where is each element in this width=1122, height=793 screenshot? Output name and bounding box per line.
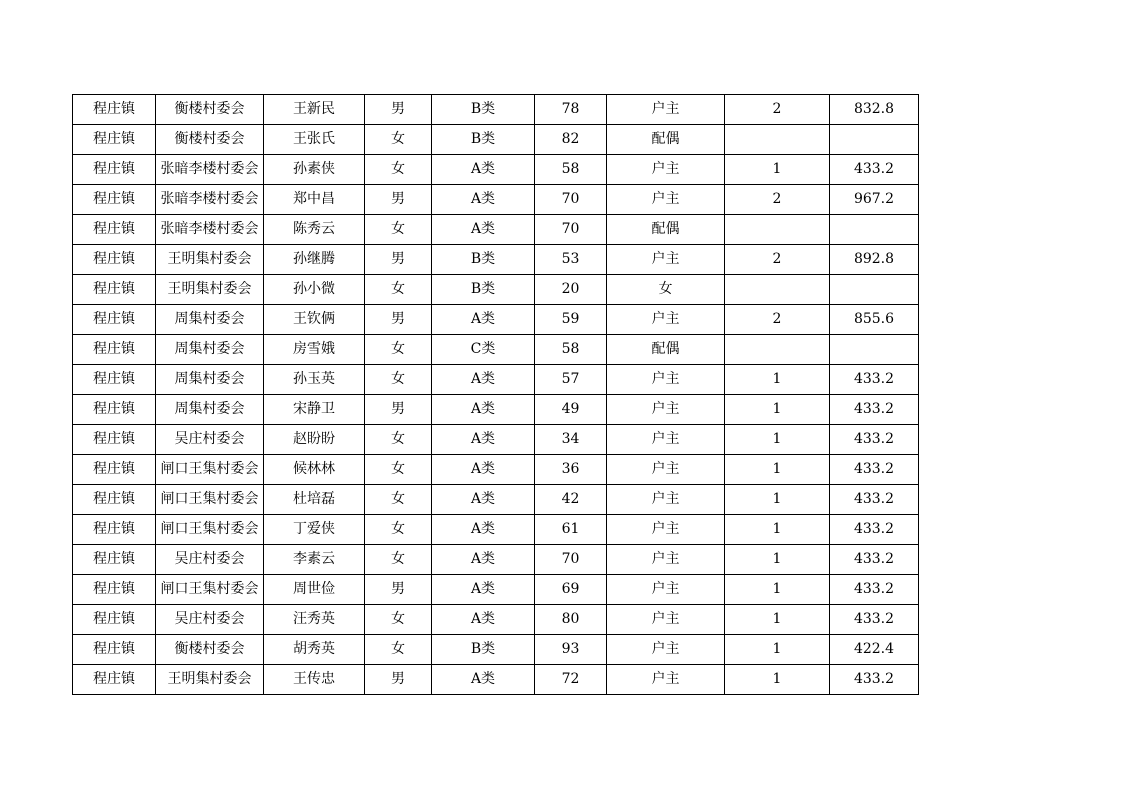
cell-name: 孙玉英	[264, 365, 365, 395]
cell-age: 53	[535, 245, 607, 275]
cell-town: 程庄镇	[73, 635, 156, 665]
cell-town: 程庄镇	[73, 335, 156, 365]
cell-category: C类	[432, 335, 535, 365]
cell-amount: 967.2	[830, 185, 919, 215]
cell-age: 82	[535, 125, 607, 155]
cell-name: 陈秀云	[264, 215, 365, 245]
table-row	[73, 395, 919, 425]
cell-household-size: 1	[725, 455, 830, 485]
table-row	[73, 245, 919, 275]
cell-village: 吴庄村委会	[156, 425, 264, 455]
cell-age: 72	[535, 665, 607, 695]
table-row	[73, 545, 919, 575]
cell-amount: 433.2	[830, 545, 919, 575]
cell-village: 闸口王集村委会	[156, 485, 264, 515]
cell-village: 王明集村委会	[156, 665, 264, 695]
cell-relation: 户主	[607, 185, 725, 215]
cell-village: 张暗李楼村委会	[156, 185, 264, 215]
table-row	[73, 635, 919, 665]
table-row	[73, 665, 919, 695]
cell-gender: 女	[365, 215, 432, 245]
cell-amount	[830, 275, 919, 305]
table-row	[73, 425, 919, 455]
cell-village: 衡楼村委会	[156, 635, 264, 665]
cell-gender: 女	[365, 335, 432, 365]
cell-category: B类	[432, 635, 535, 665]
table-row	[73, 275, 919, 305]
cell-relation: 户主	[607, 545, 725, 575]
cell-household-size: 1	[725, 605, 830, 635]
cell-village: 张暗李楼村委会	[156, 155, 264, 185]
cell-gender: 女	[365, 605, 432, 635]
cell-category: A类	[432, 545, 535, 575]
cell-town: 程庄镇	[73, 545, 156, 575]
cell-category: A类	[432, 215, 535, 245]
cell-household-size: 1	[725, 575, 830, 605]
table-row	[73, 95, 919, 125]
table-row	[73, 155, 919, 185]
cell-village: 吴庄村委会	[156, 605, 264, 635]
cell-town: 程庄镇	[73, 515, 156, 545]
table-row	[73, 215, 919, 245]
cell-town: 程庄镇	[73, 455, 156, 485]
cell-category: A类	[432, 605, 535, 635]
cell-village: 闸口王集村委会	[156, 575, 264, 605]
cell-name: 胡秀英	[264, 635, 365, 665]
cell-gender: 女	[365, 125, 432, 155]
cell-town: 程庄镇	[73, 605, 156, 635]
cell-town: 程庄镇	[73, 275, 156, 305]
cell-name: 王传忠	[264, 665, 365, 695]
cell-gender: 女	[365, 365, 432, 395]
cell-age: 42	[535, 485, 607, 515]
cell-amount: 892.8	[830, 245, 919, 275]
cell-age: 70	[535, 215, 607, 245]
cell-amount: 832.8	[830, 95, 919, 125]
cell-amount: 433.2	[830, 395, 919, 425]
cell-name: 孙继腾	[264, 245, 365, 275]
cell-household-size	[725, 275, 830, 305]
cell-name: 丁爱侠	[264, 515, 365, 545]
cell-age: 93	[535, 635, 607, 665]
cell-category: A类	[432, 515, 535, 545]
table-row	[73, 185, 919, 215]
cell-amount: 855.6	[830, 305, 919, 335]
cell-name: 汪秀英	[264, 605, 365, 635]
cell-village: 周集村委会	[156, 395, 264, 425]
cell-household-size: 1	[725, 365, 830, 395]
cell-household-size: 1	[725, 485, 830, 515]
cell-category: A类	[432, 455, 535, 485]
cell-relation: 户主	[607, 485, 725, 515]
cell-household-size: 1	[725, 515, 830, 545]
cell-amount: 433.2	[830, 605, 919, 635]
cell-amount	[830, 125, 919, 155]
cell-relation: 户主	[607, 605, 725, 635]
table-row	[73, 125, 919, 155]
cell-town: 程庄镇	[73, 425, 156, 455]
cell-town: 程庄镇	[73, 125, 156, 155]
cell-gender: 女	[365, 275, 432, 305]
cell-village: 张暗李楼村委会	[156, 215, 264, 245]
cell-category: A类	[432, 575, 535, 605]
cell-town: 程庄镇	[73, 215, 156, 245]
cell-age: 57	[535, 365, 607, 395]
cell-relation: 户主	[607, 425, 725, 455]
cell-household-size	[725, 335, 830, 365]
cell-household-size: 2	[725, 95, 830, 125]
cell-amount: 433.2	[830, 515, 919, 545]
cell-gender: 男	[365, 395, 432, 425]
cell-gender: 男	[365, 245, 432, 275]
cell-name: 王钦俩	[264, 305, 365, 335]
cell-town: 程庄镇	[73, 575, 156, 605]
cell-gender: 女	[365, 515, 432, 545]
cell-household-size: 2	[725, 185, 830, 215]
cell-category: B类	[432, 275, 535, 305]
cell-amount: 433.2	[830, 665, 919, 695]
cell-amount: 433.2	[830, 455, 919, 485]
cell-amount: 422.4	[830, 635, 919, 665]
cell-name: 李素云	[264, 545, 365, 575]
cell-relation: 户主	[607, 305, 725, 335]
cell-household-size	[725, 215, 830, 245]
cell-name: 房雪娥	[264, 335, 365, 365]
cell-relation: 户主	[607, 515, 725, 545]
table-row	[73, 335, 919, 365]
cell-category: A类	[432, 485, 535, 515]
cell-village: 周集村委会	[156, 365, 264, 395]
cell-age: 69	[535, 575, 607, 605]
cell-amount: 433.2	[830, 485, 919, 515]
cell-town: 程庄镇	[73, 305, 156, 335]
cell-town: 程庄镇	[73, 95, 156, 125]
table-row	[73, 305, 919, 335]
cell-relation: 户主	[607, 665, 725, 695]
cell-household-size	[725, 125, 830, 155]
cell-amount: 433.2	[830, 155, 919, 185]
cell-gender: 女	[365, 425, 432, 455]
cell-age: 20	[535, 275, 607, 305]
cell-household-size: 1	[725, 545, 830, 575]
cell-age: 61	[535, 515, 607, 545]
cell-village: 闸口王集村委会	[156, 455, 264, 485]
cell-amount	[830, 335, 919, 365]
table-row	[73, 605, 919, 635]
cell-name: 赵盼盼	[264, 425, 365, 455]
cell-category: A类	[432, 425, 535, 455]
cell-relation: 户主	[607, 155, 725, 185]
cell-age: 59	[535, 305, 607, 335]
cell-relation: 配偶	[607, 215, 725, 245]
cell-relation: 配偶	[607, 125, 725, 155]
cell-gender: 男	[365, 665, 432, 695]
cell-village: 衡楼村委会	[156, 125, 264, 155]
cell-town: 程庄镇	[73, 485, 156, 515]
cell-name: 杜培磊	[264, 485, 365, 515]
cell-relation: 户主	[607, 635, 725, 665]
cell-town: 程庄镇	[73, 395, 156, 425]
cell-gender: 男	[365, 305, 432, 335]
table-row	[73, 575, 919, 605]
cell-town: 程庄镇	[73, 155, 156, 185]
cell-village: 王明集村委会	[156, 275, 264, 305]
cell-age: 70	[535, 185, 607, 215]
cell-town: 程庄镇	[73, 665, 156, 695]
cell-relation: 户主	[607, 95, 725, 125]
cell-name: 王新民	[264, 95, 365, 125]
cell-amount: 433.2	[830, 365, 919, 395]
cell-village: 周集村委会	[156, 305, 264, 335]
cell-relation: 户主	[607, 395, 725, 425]
cell-age: 36	[535, 455, 607, 485]
cell-category: A类	[432, 395, 535, 425]
cell-household-size: 2	[725, 305, 830, 335]
cell-relation: 女	[607, 275, 725, 305]
cell-gender: 女	[365, 485, 432, 515]
cell-gender: 女	[365, 455, 432, 485]
table-row	[73, 485, 919, 515]
cell-category: A类	[432, 185, 535, 215]
cell-household-size: 1	[725, 665, 830, 695]
table-row	[73, 515, 919, 545]
cell-category: A类	[432, 665, 535, 695]
cell-category: B类	[432, 95, 535, 125]
cell-name: 郑中昌	[264, 185, 365, 215]
cell-town: 程庄镇	[73, 365, 156, 395]
cell-village: 王明集村委会	[156, 245, 264, 275]
data-table	[72, 94, 919, 695]
cell-gender: 女	[365, 635, 432, 665]
cell-category: B类	[432, 125, 535, 155]
cell-household-size: 1	[725, 425, 830, 455]
cell-category: B类	[432, 245, 535, 275]
cell-name: 孙小微	[264, 275, 365, 305]
cell-name: 王张氏	[264, 125, 365, 155]
cell-category: A类	[432, 155, 535, 185]
cell-relation: 户主	[607, 245, 725, 275]
cell-age: 78	[535, 95, 607, 125]
cell-gender: 男	[365, 575, 432, 605]
cell-age: 58	[535, 155, 607, 185]
cell-amount: 433.2	[830, 425, 919, 455]
cell-gender: 女	[365, 545, 432, 575]
cell-name: 孙素侠	[264, 155, 365, 185]
cell-age: 80	[535, 605, 607, 635]
cell-relation: 户主	[607, 365, 725, 395]
cell-town: 程庄镇	[73, 185, 156, 215]
cell-gender: 男	[365, 185, 432, 215]
cell-age: 49	[535, 395, 607, 425]
cell-amount	[830, 215, 919, 245]
cell-town: 程庄镇	[73, 245, 156, 275]
cell-village: 闸口王集村委会	[156, 515, 264, 545]
cell-name: 宋静卫	[264, 395, 365, 425]
cell-village: 衡楼村委会	[156, 95, 264, 125]
cell-village: 周集村委会	[156, 335, 264, 365]
cell-village: 吴庄村委会	[156, 545, 264, 575]
cell-relation: 配偶	[607, 335, 725, 365]
cell-gender: 男	[365, 95, 432, 125]
cell-category: A类	[432, 365, 535, 395]
cell-age: 34	[535, 425, 607, 455]
cell-household-size: 2	[725, 245, 830, 275]
cell-gender: 女	[365, 155, 432, 185]
cell-amount: 433.2	[830, 575, 919, 605]
cell-household-size: 1	[725, 395, 830, 425]
cell-relation: 户主	[607, 575, 725, 605]
cell-household-size: 1	[725, 155, 830, 185]
table-row	[73, 455, 919, 485]
cell-household-size: 1	[725, 635, 830, 665]
cell-category: A类	[432, 305, 535, 335]
cell-name: 候林林	[264, 455, 365, 485]
cell-age: 58	[535, 335, 607, 365]
cell-name: 周世俭	[264, 575, 365, 605]
cell-relation: 户主	[607, 455, 725, 485]
cell-age: 70	[535, 545, 607, 575]
table-row	[73, 365, 919, 395]
